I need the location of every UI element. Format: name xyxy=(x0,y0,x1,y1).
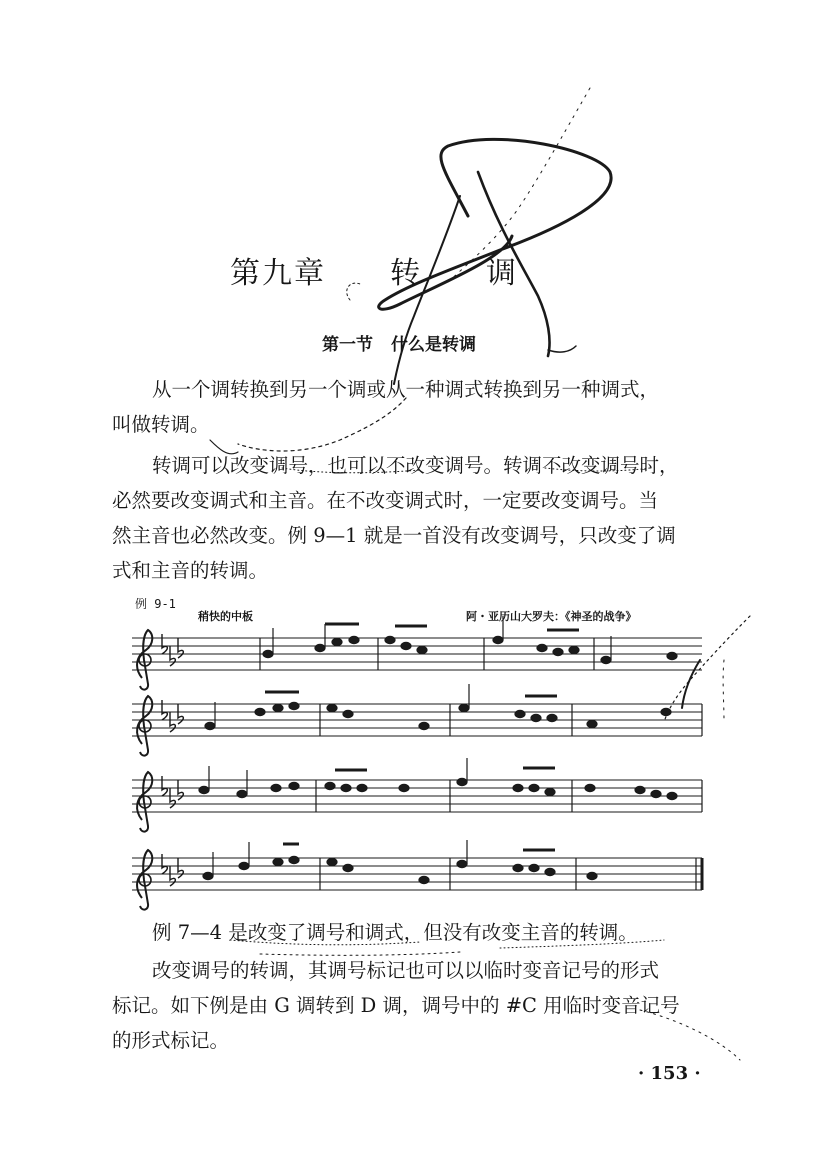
paragraph-3 xyxy=(112,915,727,950)
example-label: 例 9-1 xyxy=(135,597,176,611)
paragraph-line: 从一个调转换到另一个调或从一种调式转换到另一种调式， xyxy=(152,378,660,401)
chapter-number: 第九章 xyxy=(230,256,326,291)
chapter-title-part2: 调 xyxy=(486,256,518,291)
flat-icon xyxy=(162,700,183,732)
treble-clef-icon xyxy=(137,772,152,832)
treble-clef-icon xyxy=(137,630,152,690)
section-name: 什么是转调 xyxy=(391,335,476,355)
paragraph-1 xyxy=(112,372,727,442)
paragraph-line: 改变调号的转调，其调号标记也可以以临时变音记号的形式 xyxy=(152,959,660,982)
tempo-marking: 稍快的中板 xyxy=(198,610,253,623)
paragraph-line: 的形式标记。 xyxy=(112,1029,230,1052)
paragraph-line: 例 7—4 是改变了调号和调式，但没有改变主音的转调。 xyxy=(152,921,638,944)
flat-icon xyxy=(162,854,183,886)
staff-system-1 xyxy=(132,616,702,690)
staff-system-2 xyxy=(132,684,702,756)
paragraph-line: 式和主音的转调。 xyxy=(112,559,269,582)
paragraph-line: 叫做转调。 xyxy=(112,413,210,436)
staff-system-4 xyxy=(132,840,702,910)
flat-icon xyxy=(162,776,183,808)
page-number: · 153 · xyxy=(638,1063,701,1084)
paragraph-line: 转调可以改变调号，也可以不改变调号。转调不改变调号时， xyxy=(152,454,679,477)
flat-icon xyxy=(162,634,183,666)
paragraph-line: 然主音也必然改变。例 9—1 就是一首没有改变调号，只改变了调 xyxy=(112,524,676,547)
section-title xyxy=(322,330,476,355)
staff-system-3 xyxy=(132,758,702,832)
section-number: 第一节 xyxy=(322,335,373,355)
paragraph-line: 必然要改变调式和主音。在不改变调式时，一定要改变调号。当 xyxy=(112,489,659,512)
paragraph-4 xyxy=(112,953,727,1058)
composer-attribution: 阿・亚历山大罗夫：《神圣的战争》 xyxy=(466,610,637,623)
chapter-title xyxy=(230,248,610,292)
treble-clef-icon xyxy=(137,850,152,910)
chapter-title-part1: 转 xyxy=(390,256,422,291)
paragraph-line: 标记。如下例是由 G 调转到 D 调，调号中的 #C 用临时变音记号 xyxy=(112,994,680,1017)
treble-clef-icon xyxy=(137,696,152,756)
paragraph-2 xyxy=(112,448,727,588)
